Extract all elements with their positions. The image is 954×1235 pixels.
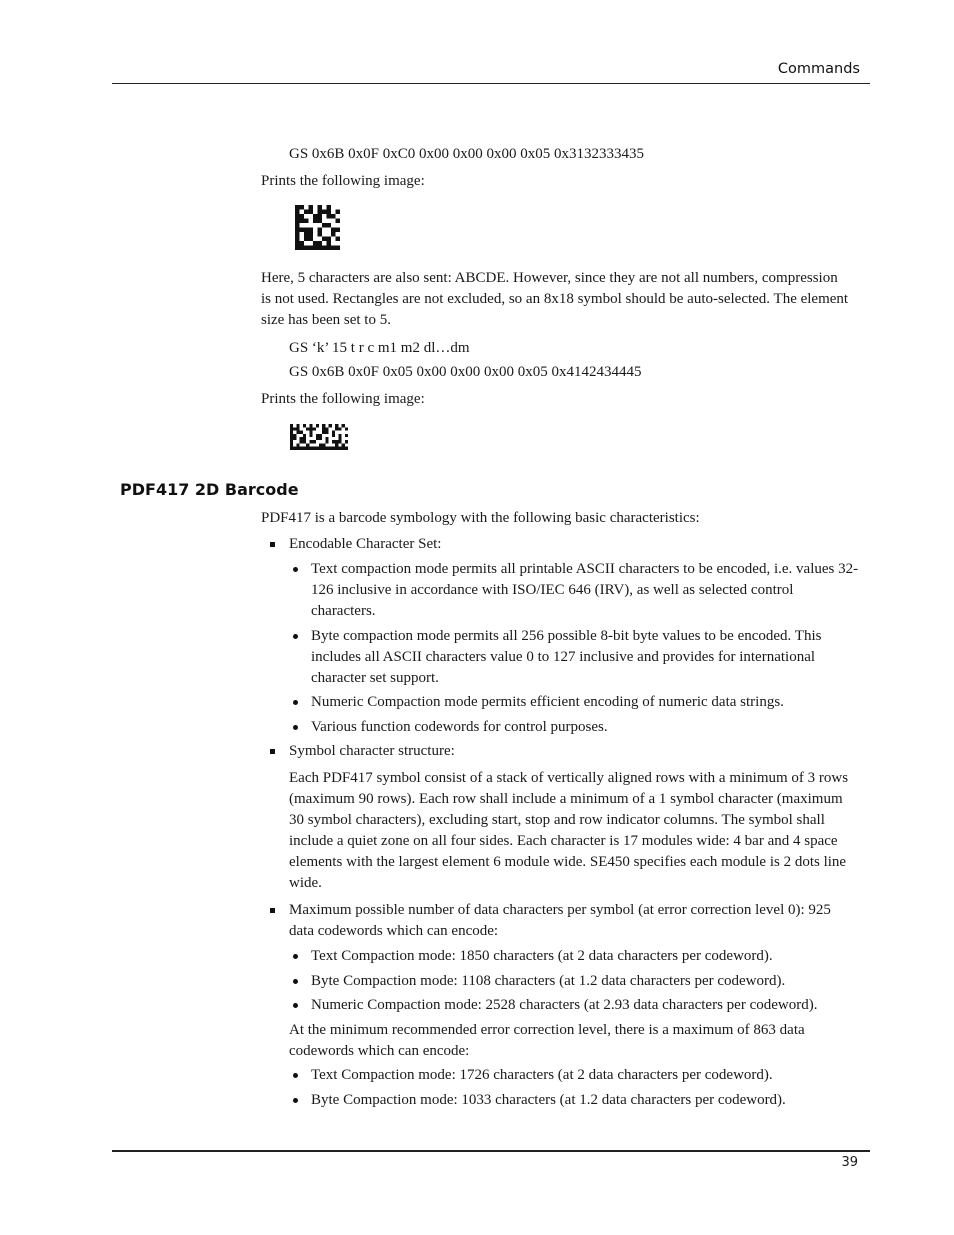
encodable-item: Text compaction mode permits all printable ASCII characters to be encoded, i.e. values 32-126 inclusive in accordance with ISO/IEC 646 (IRV), as well as selected control characters. — [311, 561, 859, 619]
datamatrix-square-image — [294, 205, 341, 250]
pdf417-intro: PDF417 is a barcode symbology with the following basic characteristics: — [261, 510, 700, 526]
maximum-item: Byte Compaction mode: 1108 characters (at 1.2 data characters per codeword). — [311, 973, 786, 989]
round-bullet-icon — [293, 567, 298, 572]
example1-command: GS 0x6B 0x0F 0xC0 0x00 0x00 0x00 0x05 0x3132333435 — [289, 146, 645, 162]
round-bullet-icon — [293, 1098, 298, 1103]
maximum-item: Text Compaction mode: 1850 characters (at 2 data characters per codeword). — [311, 948, 773, 964]
round-bullet-icon — [293, 1003, 298, 1008]
running-header: Commands — [777, 61, 860, 77]
footer-rule — [112, 1150, 870, 1152]
round-bullet-icon — [293, 634, 298, 639]
recommended-item: Text Compaction mode: 1726 characters (at 2 data characters per codeword). — [311, 1067, 773, 1083]
example2-syntax: GS ‘k’ 15 t r c m1 m2 dl…dm — [289, 340, 470, 356]
example1-prints-label: Prints the following image: — [261, 173, 425, 189]
round-bullet-icon — [293, 700, 298, 705]
page-number: 39 — [841, 1155, 858, 1170]
structure-label: Symbol character structure: — [289, 743, 455, 759]
maximum-item: Numeric Compaction mode: 2528 characters (at 2.93 data characters per codeword). — [311, 997, 818, 1013]
example2-description: Here, 5 characters are also sent: ABCDE. However, since they are not all numbers, compression is not used. Rectangles are not excluded, so an 8x18 symbol should be auto-selected. The element size has been set to 5. — [261, 270, 849, 328]
header-rule — [112, 83, 870, 84]
square-bullet-icon — [270, 908, 275, 913]
structure-text: Each PDF417 symbol consist of a stack of vertically aligned rows with a minimum of 3 rows (maximum 90 rows). Each row shall include a minimum of a 1 symbol character (maximum 30 symbol characters), excluding start, stop and row indicator columns. The symbol shall include a quiet zone on all four sides. Each character is 17 modules wide: 4 bar and 4 space elements with the largest element 6 module wide. SE450 specifies each module is 2 dots line wide. — [289, 770, 849, 891]
square-bullet-icon — [270, 542, 275, 547]
encodable-item: Various function codewords for control purposes. — [311, 719, 608, 735]
recommended-text: At the minimum recommended error correction level, there is a maximum of 863 data codewords which can encode: — [289, 1022, 805, 1059]
round-bullet-icon — [293, 1073, 298, 1078]
encodable-item: Numeric Compaction mode permits efficient encoding of numeric data strings. — [311, 694, 784, 710]
encodable-item: Byte compaction mode permits all 256 possible 8-bit byte values to be encoded. This includes all ASCII characters value 0 to 127 inclusive and provides for international character set support. — [311, 628, 822, 686]
encodable-label: Encodable Character Set: — [289, 536, 442, 552]
round-bullet-icon — [293, 954, 298, 959]
square-bullet-icon — [270, 749, 275, 754]
round-bullet-icon — [293, 979, 298, 984]
example2-prints-label: Prints the following image: — [261, 391, 425, 407]
example2-command: GS 0x6B 0x0F 0x05 0x00 0x00 0x00 0x05 0x4142434445 — [289, 364, 642, 380]
recommended-item: Byte Compaction mode: 1033 characters (at 1.2 data characters per codeword). — [311, 1092, 786, 1108]
round-bullet-icon — [293, 725, 298, 730]
maximum-label: Maximum possible number of data characters per symbol (at error correction level 0): 925 data codewords which can encode: — [289, 902, 831, 939]
section-heading-pdf417: PDF417 2D Barcode — [120, 480, 299, 499]
datamatrix-rectangle-image — [290, 424, 348, 450]
